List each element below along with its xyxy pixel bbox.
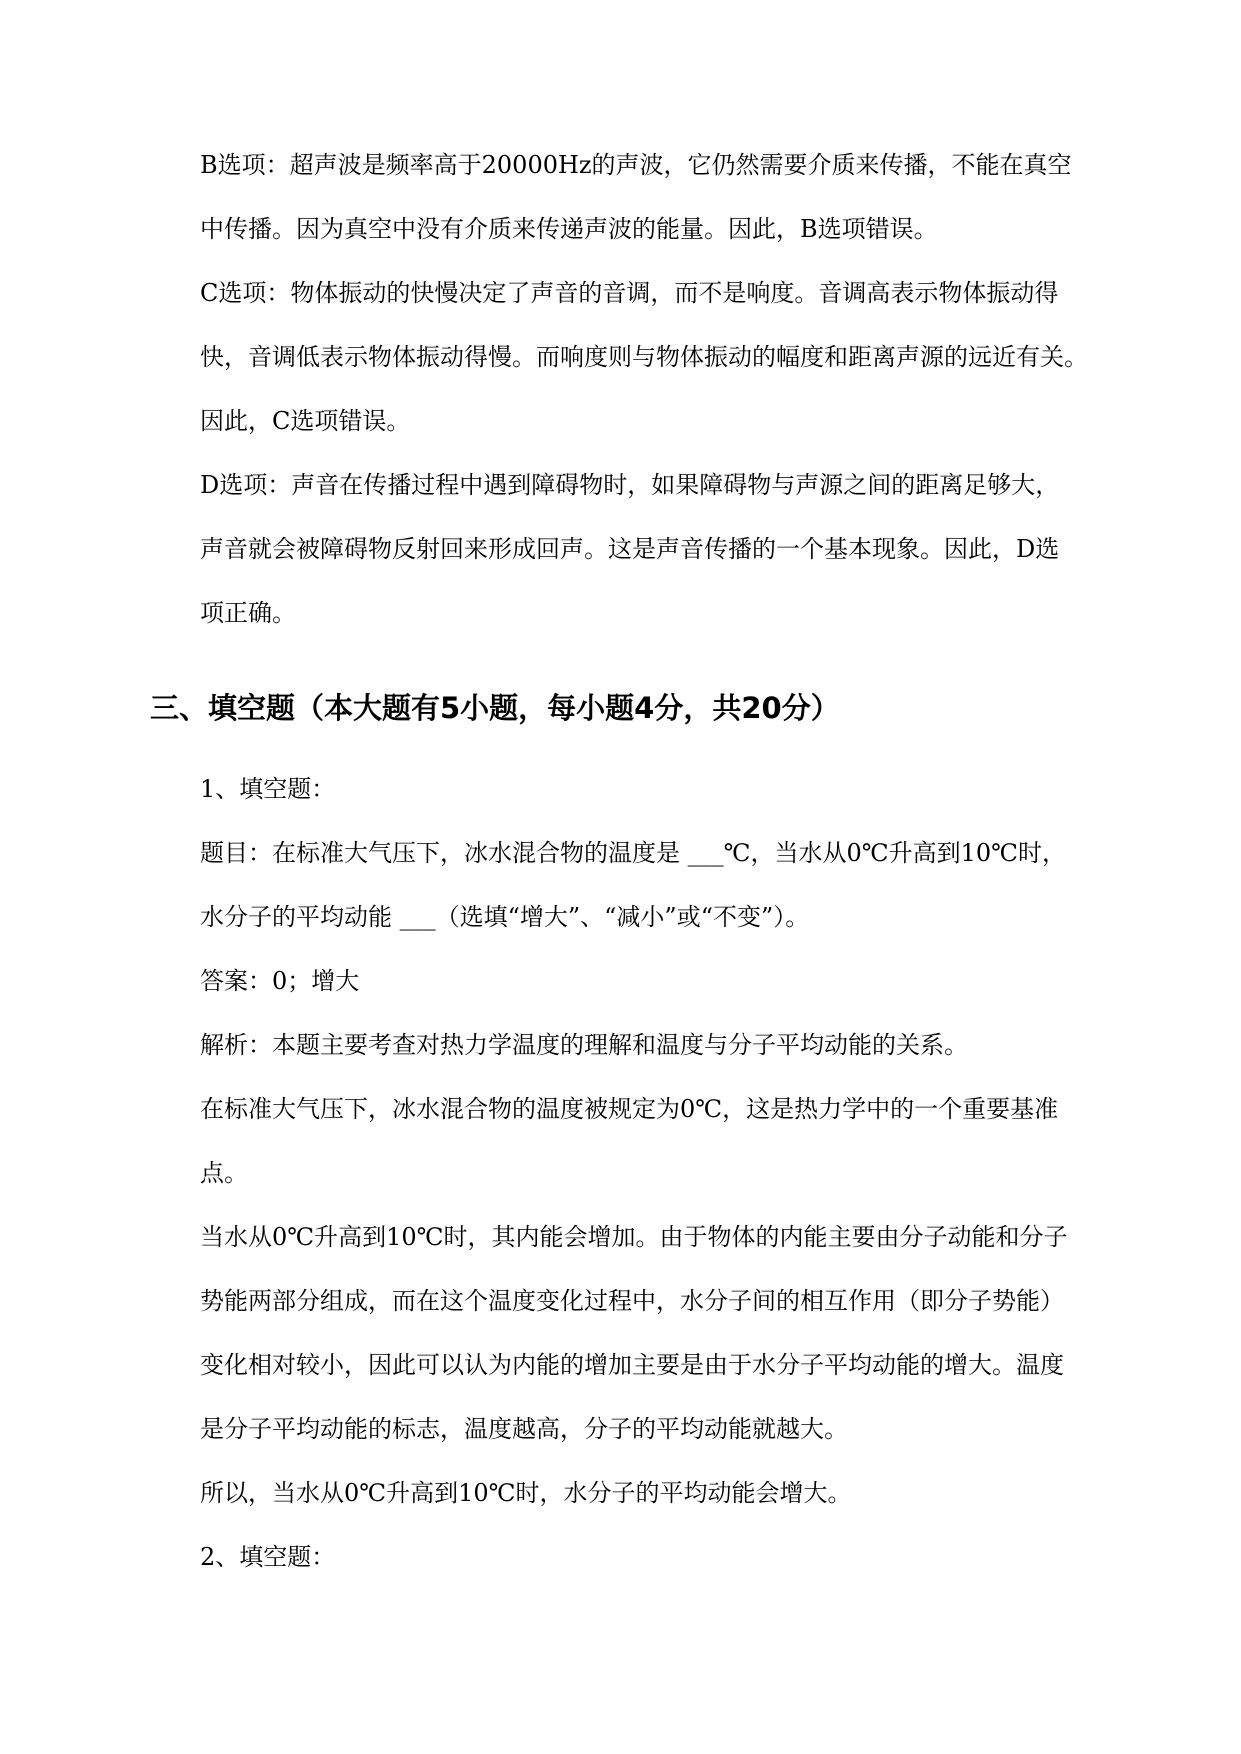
option-c-explanation-line-1: C选项：物体振动的快慢决定了声音的音调，而不是响度。音调高表示物体振动得: [200, 279, 1059, 307]
option-b-explanation-line-2: 中传播。因为真空中没有介质来传递声波的能量。因此，B选项错误。: [200, 215, 938, 243]
question-1-prompt-line-2: 水分子的平均动能 ___（选填“增大”、“减小”或“不变”）。: [200, 903, 810, 931]
question-1-analysis-intro: 解析：本题主要考查对热力学温度的理解和温度与分子平均动能的关系。: [200, 1031, 968, 1059]
option-c-explanation-line-3: 因此，C选项错误。: [200, 407, 411, 435]
option-d-explanation-line-1: D选项：声音在传播过程中遇到障碍物时，如果障碍物与声源之间的距离足够大，: [200, 471, 1060, 499]
question-1-analysis-line-2: 点。: [200, 1159, 248, 1187]
question-1-analysis-line-5: 变化相对较小，因此可以认为内能的增加主要是由于水分子平均动能的增大。温度: [200, 1351, 1064, 1379]
question-1-analysis-line-3: 当水从0℃升高到10℃时，其内能会增加。由于物体的内能主要由分子动能和分子: [200, 1223, 1068, 1251]
question-1-conclusion: 所以，当水从0℃升高到10℃时，水分子的平均动能会增大。: [200, 1479, 852, 1507]
option-c-explanation-line-2: 快，音调低表示物体振动得慢。而响度则与物体振动的幅度和距离声源的远近有关。: [200, 343, 1088, 371]
question-1-answer: 答案：0；增大: [200, 967, 360, 995]
question-1-label: 1、填空题：: [200, 775, 336, 803]
option-d-explanation-line-3: 项正确。: [200, 599, 296, 627]
question-1-analysis-line-4: 势能两部分组成，而在这个温度变化过程中，水分子间的相互作用（即分子势能）: [200, 1287, 1064, 1315]
section-heading-fill-in-blank: 三、填空题（本大题有5小题，每小题4分，共20分）: [150, 691, 840, 725]
question-1-analysis-line-6: 是分子平均动能的标志，温度越高，分子的平均动能就越大。: [200, 1415, 848, 1443]
option-b-explanation-line-1: B选项：超声波是频率高于20000Hz的声波，它仍然需要介质来传播，不能在真空: [200, 151, 1072, 179]
option-d-explanation-line-2: 声音就会被障碍物反射回来形成回声。这是声音传播的一个基本现象。因此，D选: [200, 535, 1060, 563]
question-1-prompt-line-1: 题目：在标准大气压下，冰水混合物的温度是 ___℃，当水从0℃升高到10℃时，: [200, 839, 1066, 867]
question-1-analysis-line-1: 在标准大气压下，冰水混合物的温度被规定为0℃，这是热力学中的一个重要基准: [200, 1095, 1059, 1123]
question-2-label: 2、填空题：: [200, 1543, 336, 1571]
